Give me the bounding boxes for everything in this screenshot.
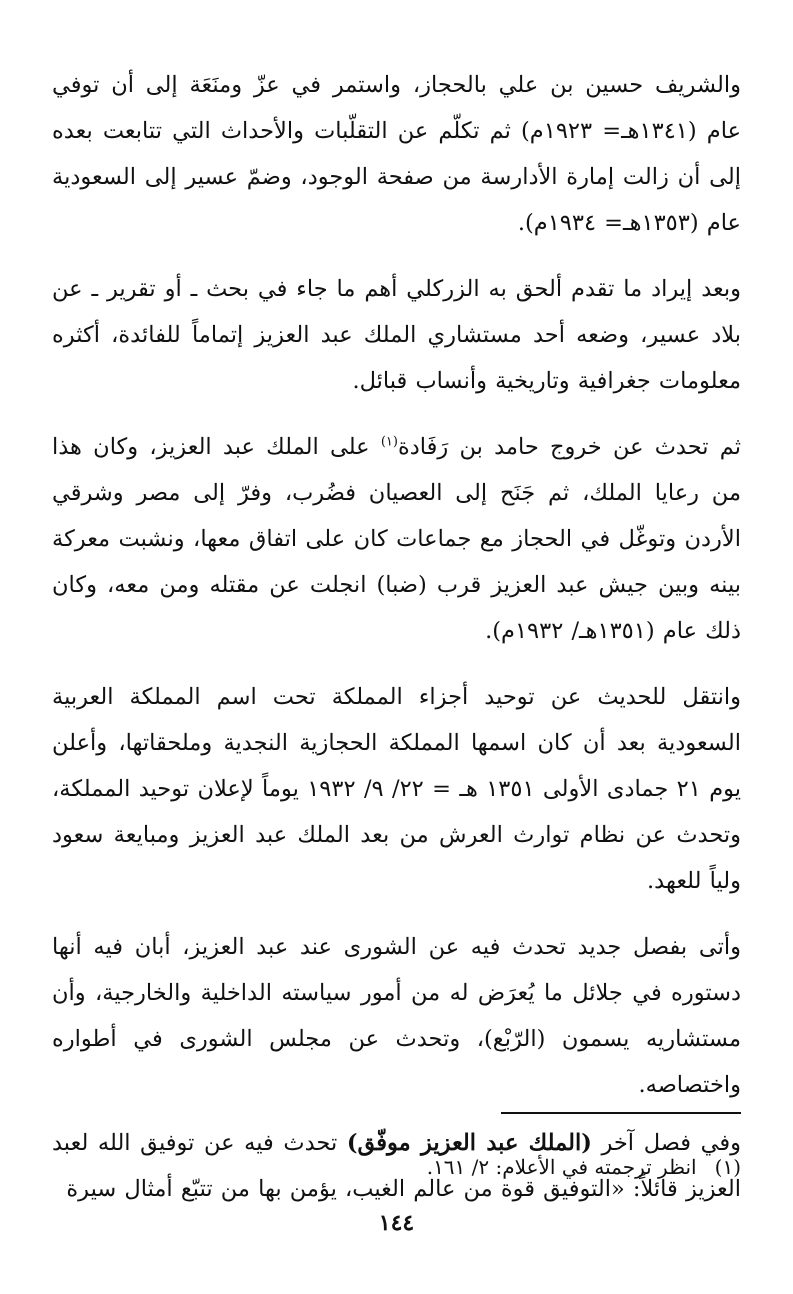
footnote-marker: (١) [714,1155,741,1179]
footnote [52,1150,741,1184]
paragraph-3-text-end: على الملك عبد العزيز، وكان هذا من رعايا الملك، ثم جَنَح إلى العصيان فضُرب، وفرّ إلى مصر وشرقي الأردن وتوغّل في الحجاز مع جماعات كان على اتفاق معها، ونشبت معركة بينه وبين جيش عبد العزيز قرب (ضبا) انجلت عن مقتله ومن معه، وكان ذلك عام (١٣٥١هـ/ ١٩٣٢م). [52,434,741,644]
paragraph-5: وأتى بفصل جديد تحدث فيه عن الشورى عند عبد العزيز، أبان فيه أنها دستوره في جلائل ما يُعرَض له من أمور سياسته الداخلية والخارجية، وأن مستشاريه يسمون (الرّبْع)، وتحدث عن مجلس الشورى في أطواره واختصاصه. [52,934,741,1098]
paragraph-3-text-start: ثم تحدث عن خروج حامد بن رَفَادة [397,434,741,460]
chapter-title-bold: (الملك عبد العزيز موفّق) [346,1130,592,1156]
paragraph-1: والشريف حسين بن علي بالحجاز، واستمر في عزّ ومنَعَة إلى أن توفي عام (١٣٤١هـ= ١٩٢٣م) ثم تكلّم عن التقلّبات والأحداث التي تتابعت بعده إلى أن زالت إمارة الأدارسة من صفحة الوجود، وضمّ عسير إلى السعودية عام (١٣٥٣هـ= ١٩٣٤م). [52,72,741,236]
paragraph-6-text-end: تحدث فيه عن توفيق الله لعبد العزيز قائلاً: «التوفيق قوة من عالم الغيب، يؤمن بها من تتبّع أمثال سيرة [52,1130,741,1202]
page-number: ١٤٤ [378,1210,415,1236]
paragraph-4: وانتقل للحديث عن توحيد أجزاء المملكة تحت اسم المملكة العربية السعودية بعد أن كان اسمها المملكة الحجازية النجدية وملحقاتها، وأعلن يوم ٢١ جمادى الأولى ١٣٥١ هـ = ٢٢/ ٩/ ١٩٣٢ يوماً لإعلان توحيد المملكة، وتحدث عن نظام توارث العرش من بعد الملك عبد العزيز ومبايعة سعود ولياً للعهد. [52,684,742,894]
footnote-reference-marker: (١) [380,434,398,450]
paragraph-6-text-start: وفي فصل آخر [591,1130,741,1156]
page-body [52,62,741,1294]
footnote-text: انظر ترجمته في الأعلام: ٢/ ١٦١. [426,1155,697,1179]
footnote-separator [501,1112,741,1114]
paragraph-2: وبعد إيراد ما تقدم ألحق به الزركلي أهم ما جاء في بحث ـ أو تقرير ـ عن بلاد عسير، وضعه أحد مستشاري الملك عبد العزيز إتماماً للفائدة، أكثره معلومات جغرافية وتاريخية وأنساب قبائل. [52,276,741,394]
paragraph-3 [52,424,741,654]
